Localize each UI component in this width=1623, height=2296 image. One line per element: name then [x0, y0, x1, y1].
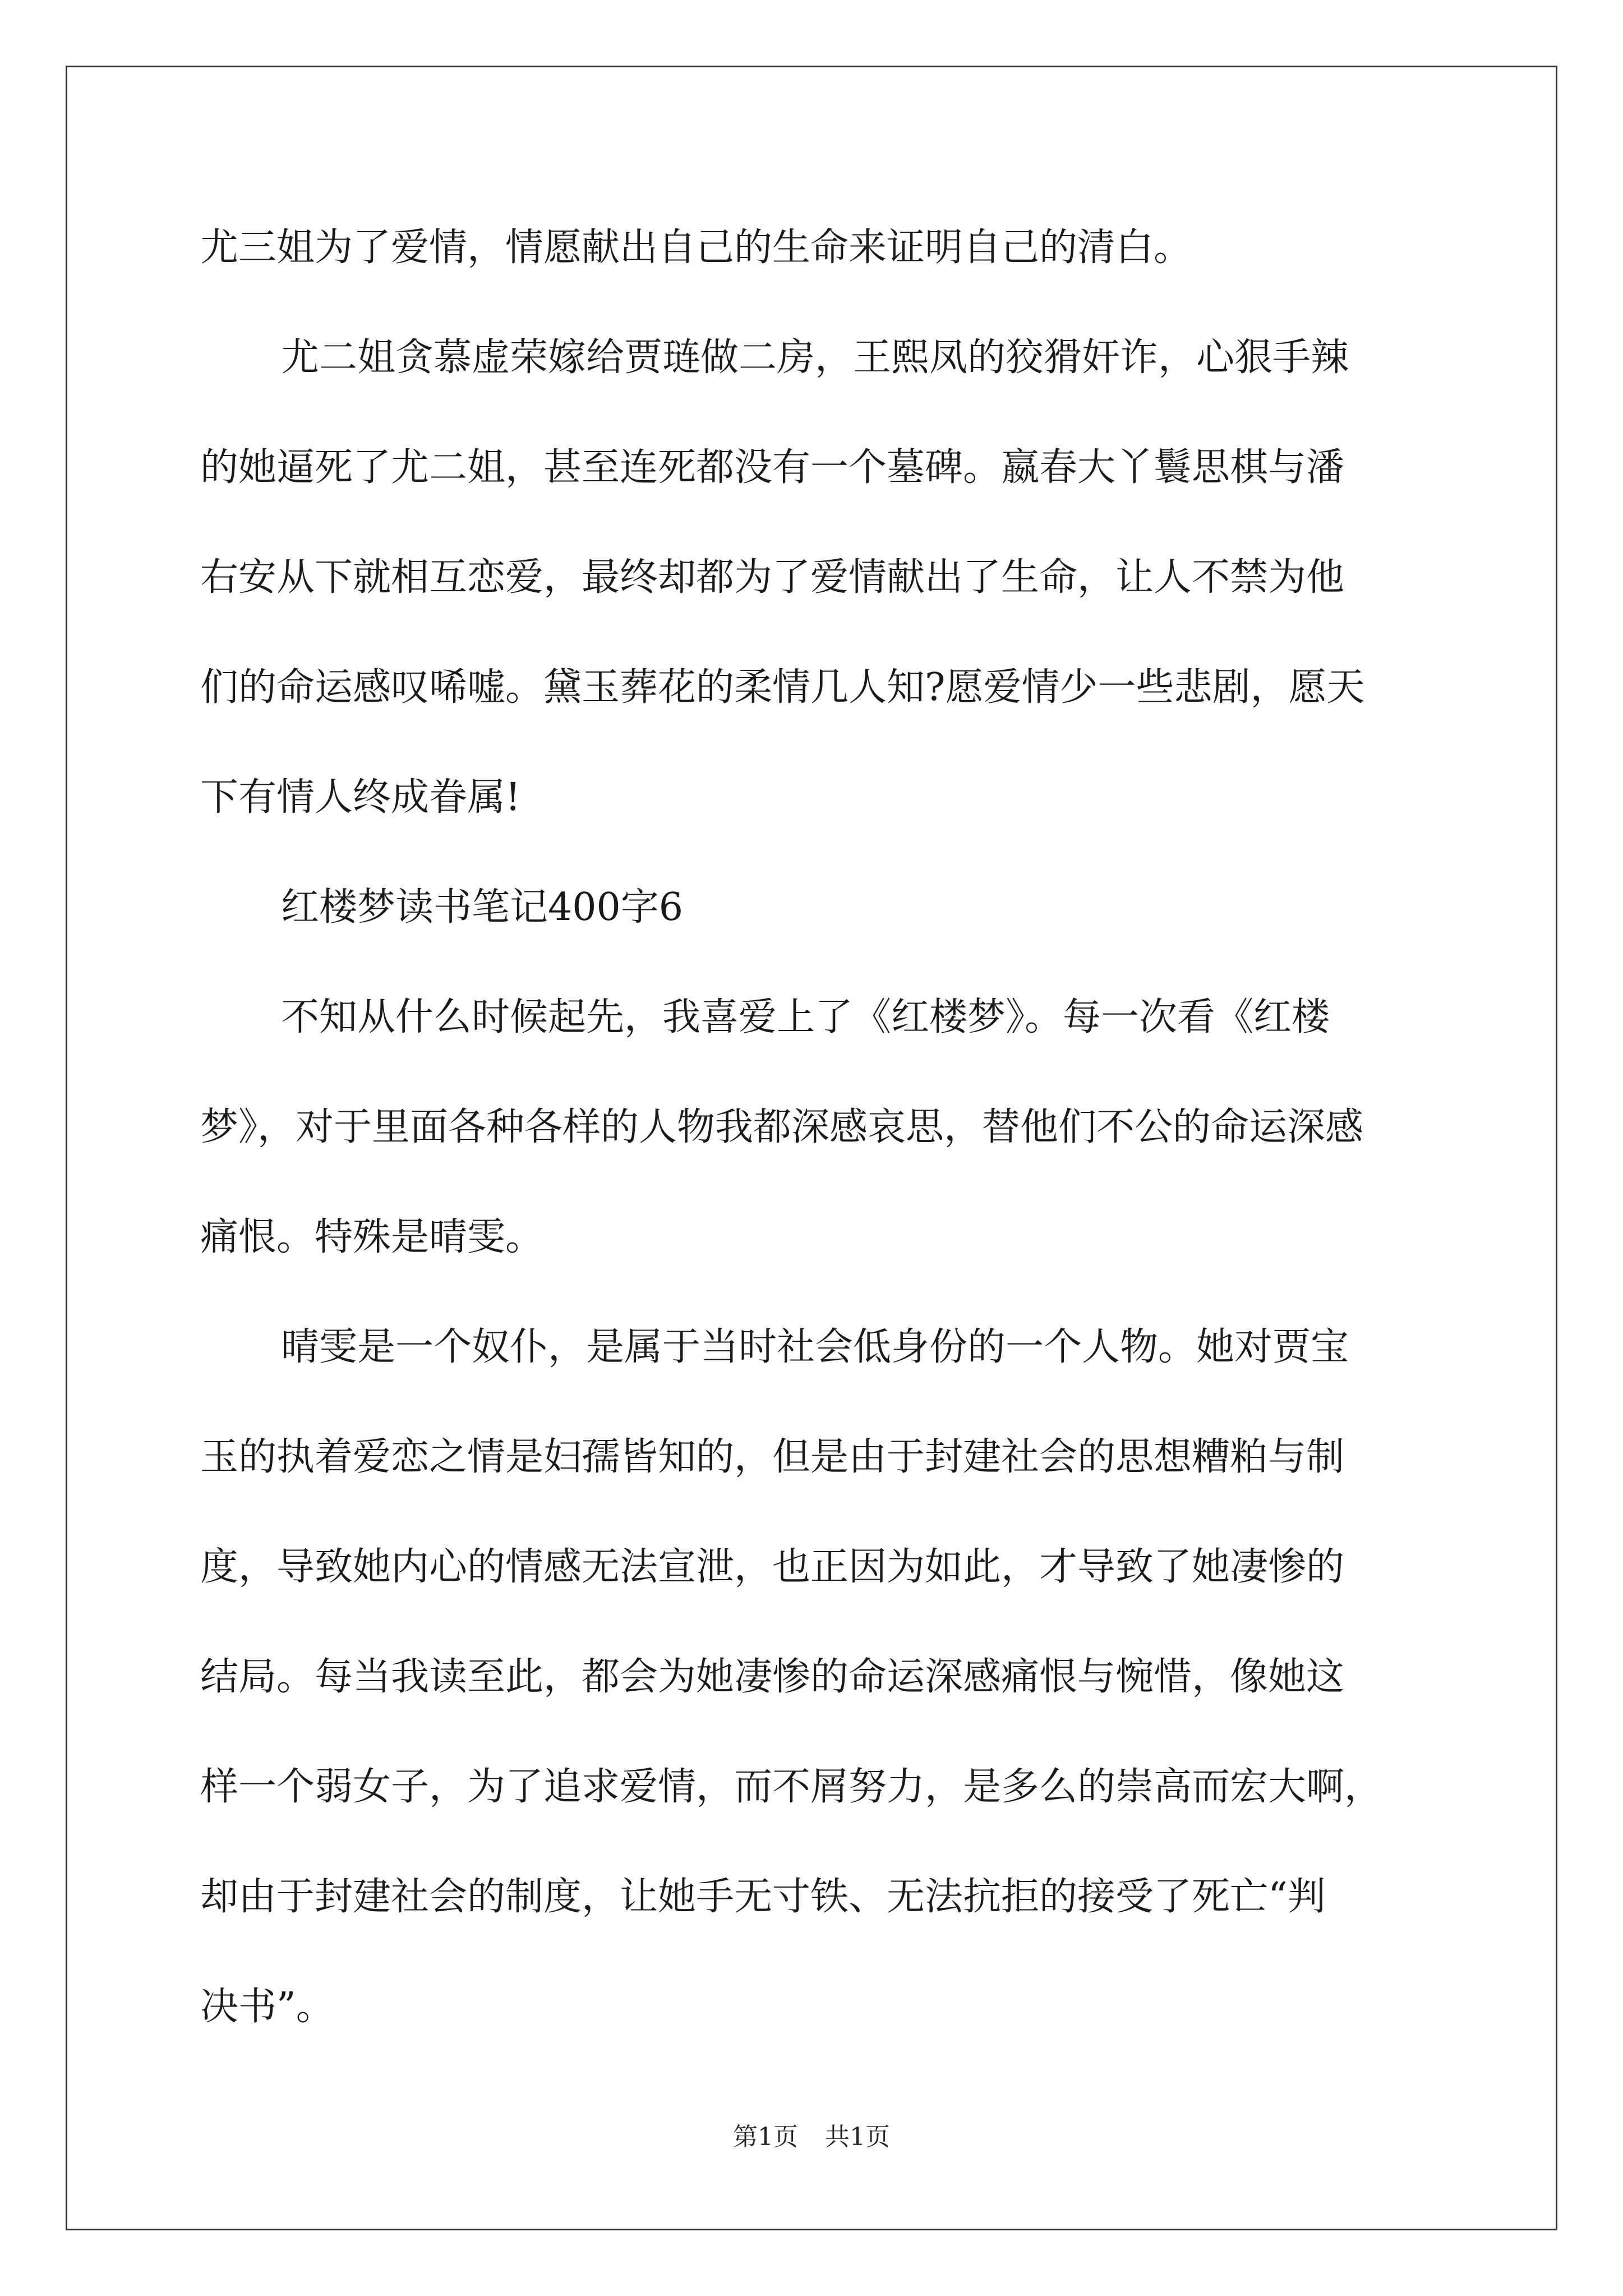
- document-body: [200, 210, 1423, 2079]
- text-line-16: 却由于封建社会的制度，让她手无寸铁、无法抗拒的接受了死亡“判: [200, 1875, 1326, 1919]
- text-line-10: 痛恨。特殊是晴雯。: [200, 1215, 544, 1259]
- text-line-9: 梦》，对于里面各种各样的人物我都深感哀思，替他们不公的命运深感: [200, 1105, 1364, 1149]
- page-footer: [0, 2120, 1623, 2154]
- text-line-3: 的她逼死了尤二姐，甚至连死都没有一个墓碑。嬴春大丫鬟思棋与潘: [200, 445, 1345, 490]
- page-total: 共1页: [825, 2123, 890, 2151]
- text-line-5: 们的命运感叹唏嘘。黛玉葬花的柔情几人知?愿爱情少一些悲剧，愿天: [200, 665, 1365, 710]
- text-line-15: 样一个弱女子，为了追求爱情，而不屑努力，是多么的崇高而宏大啊，: [200, 1765, 1383, 1809]
- text-line-17: 决书”。: [200, 1985, 334, 2029]
- text-line-2: 尤二姐贪慕虚荣嫁给贾琏做二房，王熙凤的狡猾奸诈，心狠手辣: [281, 335, 1349, 380]
- text-line-8: 不知从什么时候起先，我喜爱上了《红楼梦》。每一次看《红楼: [281, 995, 1330, 1039]
- text-line-1: 尤三姐为了爱情，情愿献出自己的生命来证明自己的清白。: [200, 226, 1192, 270]
- page-number: 第1页: [733, 2123, 798, 2151]
- text-line-4: 右安从下就相互恋爱，最终却都为了爱情献出了生命，让人不禁为他: [200, 555, 1345, 600]
- section-heading: 红楼梦读书笔记400字6: [281, 885, 684, 930]
- text-line-13: 度，导致她内心的情感无法宣泄，也正因为如此，才导致了她凄惨的: [200, 1545, 1345, 1589]
- text-line-6: 下有情人终成眷属!: [200, 775, 521, 820]
- text-line-12: 玉的执着爱恋之情是妇孺皆知的，但是由于封建社会的思想糟粕与制: [200, 1435, 1345, 1479]
- text-line-14: 结局。每当我读至此，都会为她凄惨的命运深感痛恨与惋惜，像她这: [200, 1655, 1345, 1699]
- text-line-11: 晴雯是一个奴仆，是属于当时社会低身份的一个人物。她对贾宝: [281, 1325, 1349, 1369]
